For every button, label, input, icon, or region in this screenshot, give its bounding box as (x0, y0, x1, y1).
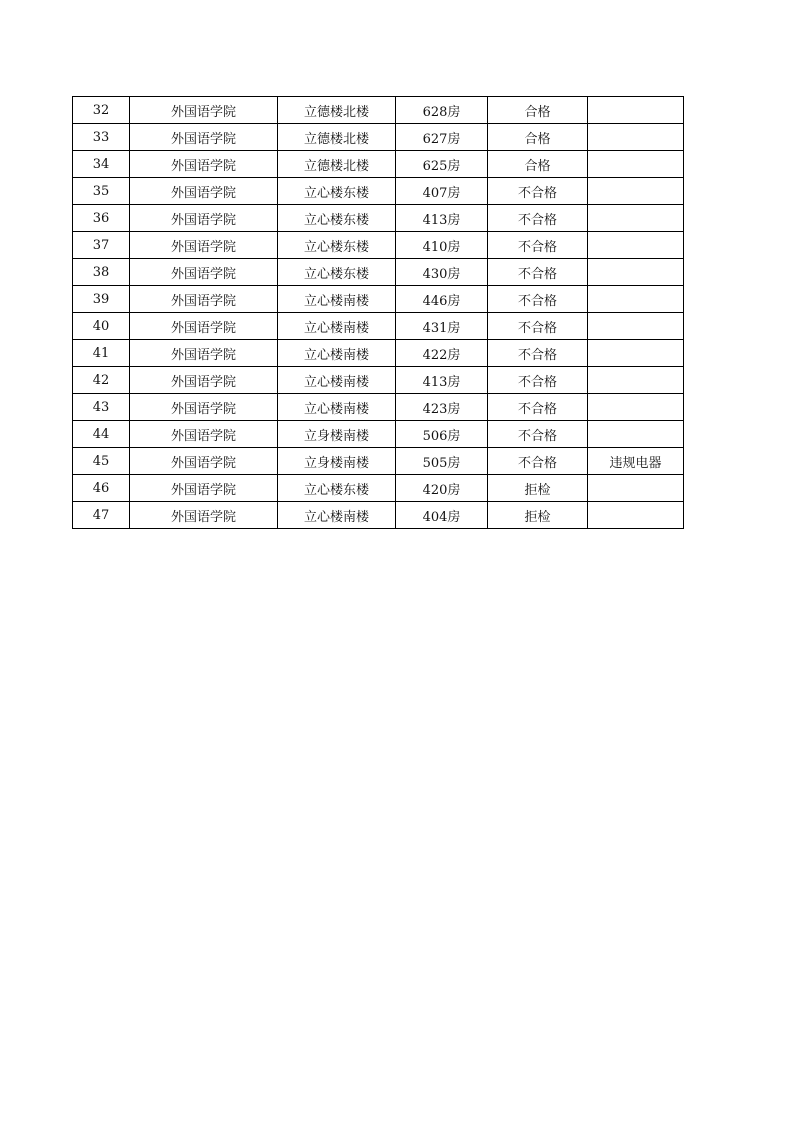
building-cell: 立德楼北楼 (278, 124, 396, 151)
room-cell: 423房 (396, 394, 488, 421)
row-number-cell: 47 (73, 502, 130, 529)
row-number-cell: 35 (73, 178, 130, 205)
room-cell: 628房 (396, 97, 488, 124)
note-cell (588, 421, 684, 448)
building-cell: 立心楼南楼 (278, 367, 396, 394)
note-cell (588, 97, 684, 124)
table-row (73, 178, 684, 205)
note-cell (588, 286, 684, 313)
building-cell: 立身楼南楼 (278, 448, 396, 475)
room-cell: 505房 (396, 448, 488, 475)
college-cell: 外国语学院 (130, 151, 278, 178)
row-number-cell: 39 (73, 286, 130, 313)
note-cell (588, 232, 684, 259)
table-row (73, 367, 684, 394)
table-row (73, 340, 684, 367)
note-cell (588, 178, 684, 205)
table-row (73, 475, 684, 502)
row-number-cell: 36 (73, 205, 130, 232)
result-cell: 不合格 (488, 313, 588, 340)
result-cell: 不合格 (488, 367, 588, 394)
college-cell: 外国语学院 (130, 205, 278, 232)
row-number-cell: 34 (73, 151, 130, 178)
result-cell: 不合格 (488, 178, 588, 205)
note-cell (588, 340, 684, 367)
result-cell: 不合格 (488, 340, 588, 367)
row-number-cell: 46 (73, 475, 130, 502)
room-cell: 420房 (396, 475, 488, 502)
building-cell: 立身楼南楼 (278, 421, 396, 448)
result-cell: 不合格 (488, 259, 588, 286)
room-cell: 506房 (396, 421, 488, 448)
note-cell (588, 151, 684, 178)
college-cell: 外国语学院 (130, 340, 278, 367)
table-row (73, 124, 684, 151)
college-cell: 外国语学院 (130, 502, 278, 529)
table-row (73, 205, 684, 232)
row-number-cell: 33 (73, 124, 130, 151)
result-cell: 不合格 (488, 232, 588, 259)
row-number-cell: 38 (73, 259, 130, 286)
row-number-cell: 41 (73, 340, 130, 367)
college-cell: 外国语学院 (130, 367, 278, 394)
row-number-cell: 40 (73, 313, 130, 340)
result-cell: 合格 (488, 97, 588, 124)
building-cell: 立心楼南楼 (278, 394, 396, 421)
college-cell: 外国语学院 (130, 394, 278, 421)
table-row (73, 259, 684, 286)
note-cell (588, 394, 684, 421)
room-cell: 446房 (396, 286, 488, 313)
table-row (73, 448, 684, 475)
room-cell: 627房 (396, 124, 488, 151)
table-row (73, 286, 684, 313)
room-cell: 404房 (396, 502, 488, 529)
building-cell: 立心楼南楼 (278, 313, 396, 340)
row-number-cell: 44 (73, 421, 130, 448)
result-cell: 合格 (488, 124, 588, 151)
table-row (73, 97, 684, 124)
room-cell: 407房 (396, 178, 488, 205)
note-cell (588, 259, 684, 286)
note-cell (588, 205, 684, 232)
result-cell: 不合格 (488, 286, 588, 313)
building-cell: 立德楼北楼 (278, 97, 396, 124)
result-cell: 拒检 (488, 502, 588, 529)
college-cell: 外国语学院 (130, 97, 278, 124)
table-row (73, 151, 684, 178)
result-cell: 不合格 (488, 421, 588, 448)
building-cell: 立心楼南楼 (278, 340, 396, 367)
building-cell: 立心楼南楼 (278, 286, 396, 313)
table-row (73, 421, 684, 448)
note-cell (588, 475, 684, 502)
result-cell: 不合格 (488, 448, 588, 475)
room-cell: 422房 (396, 340, 488, 367)
building-cell: 立心楼东楼 (278, 232, 396, 259)
building-cell: 立心楼东楼 (278, 178, 396, 205)
result-cell: 合格 (488, 151, 588, 178)
row-number-cell: 37 (73, 232, 130, 259)
table-row (73, 232, 684, 259)
college-cell: 外国语学院 (130, 286, 278, 313)
room-cell: 413房 (396, 205, 488, 232)
note-cell: 违规电器 (588, 448, 684, 475)
inspection-table (72, 96, 684, 529)
college-cell: 外国语学院 (130, 421, 278, 448)
room-cell: 410房 (396, 232, 488, 259)
note-cell (588, 124, 684, 151)
college-cell: 外国语学院 (130, 232, 278, 259)
inspection-table-body (73, 97, 684, 529)
row-number-cell: 42 (73, 367, 130, 394)
college-cell: 外国语学院 (130, 178, 278, 205)
building-cell: 立心楼东楼 (278, 259, 396, 286)
college-cell: 外国语学院 (130, 259, 278, 286)
table-row (73, 394, 684, 421)
college-cell: 外国语学院 (130, 448, 278, 475)
room-cell: 413房 (396, 367, 488, 394)
result-cell: 不合格 (488, 394, 588, 421)
table-row (73, 313, 684, 340)
note-cell (588, 502, 684, 529)
row-number-cell: 43 (73, 394, 130, 421)
result-cell: 拒检 (488, 475, 588, 502)
college-cell: 外国语学院 (130, 475, 278, 502)
building-cell: 立心楼东楼 (278, 475, 396, 502)
table-row (73, 502, 684, 529)
building-cell: 立心楼南楼 (278, 502, 396, 529)
note-cell (588, 313, 684, 340)
row-number-cell: 45 (73, 448, 130, 475)
college-cell: 外国语学院 (130, 124, 278, 151)
row-number-cell: 32 (73, 97, 130, 124)
note-cell (588, 367, 684, 394)
building-cell: 立德楼北楼 (278, 151, 396, 178)
room-cell: 431房 (396, 313, 488, 340)
building-cell: 立心楼东楼 (278, 205, 396, 232)
result-cell: 不合格 (488, 205, 588, 232)
college-cell: 外国语学院 (130, 313, 278, 340)
room-cell: 625房 (396, 151, 488, 178)
room-cell: 430房 (396, 259, 488, 286)
